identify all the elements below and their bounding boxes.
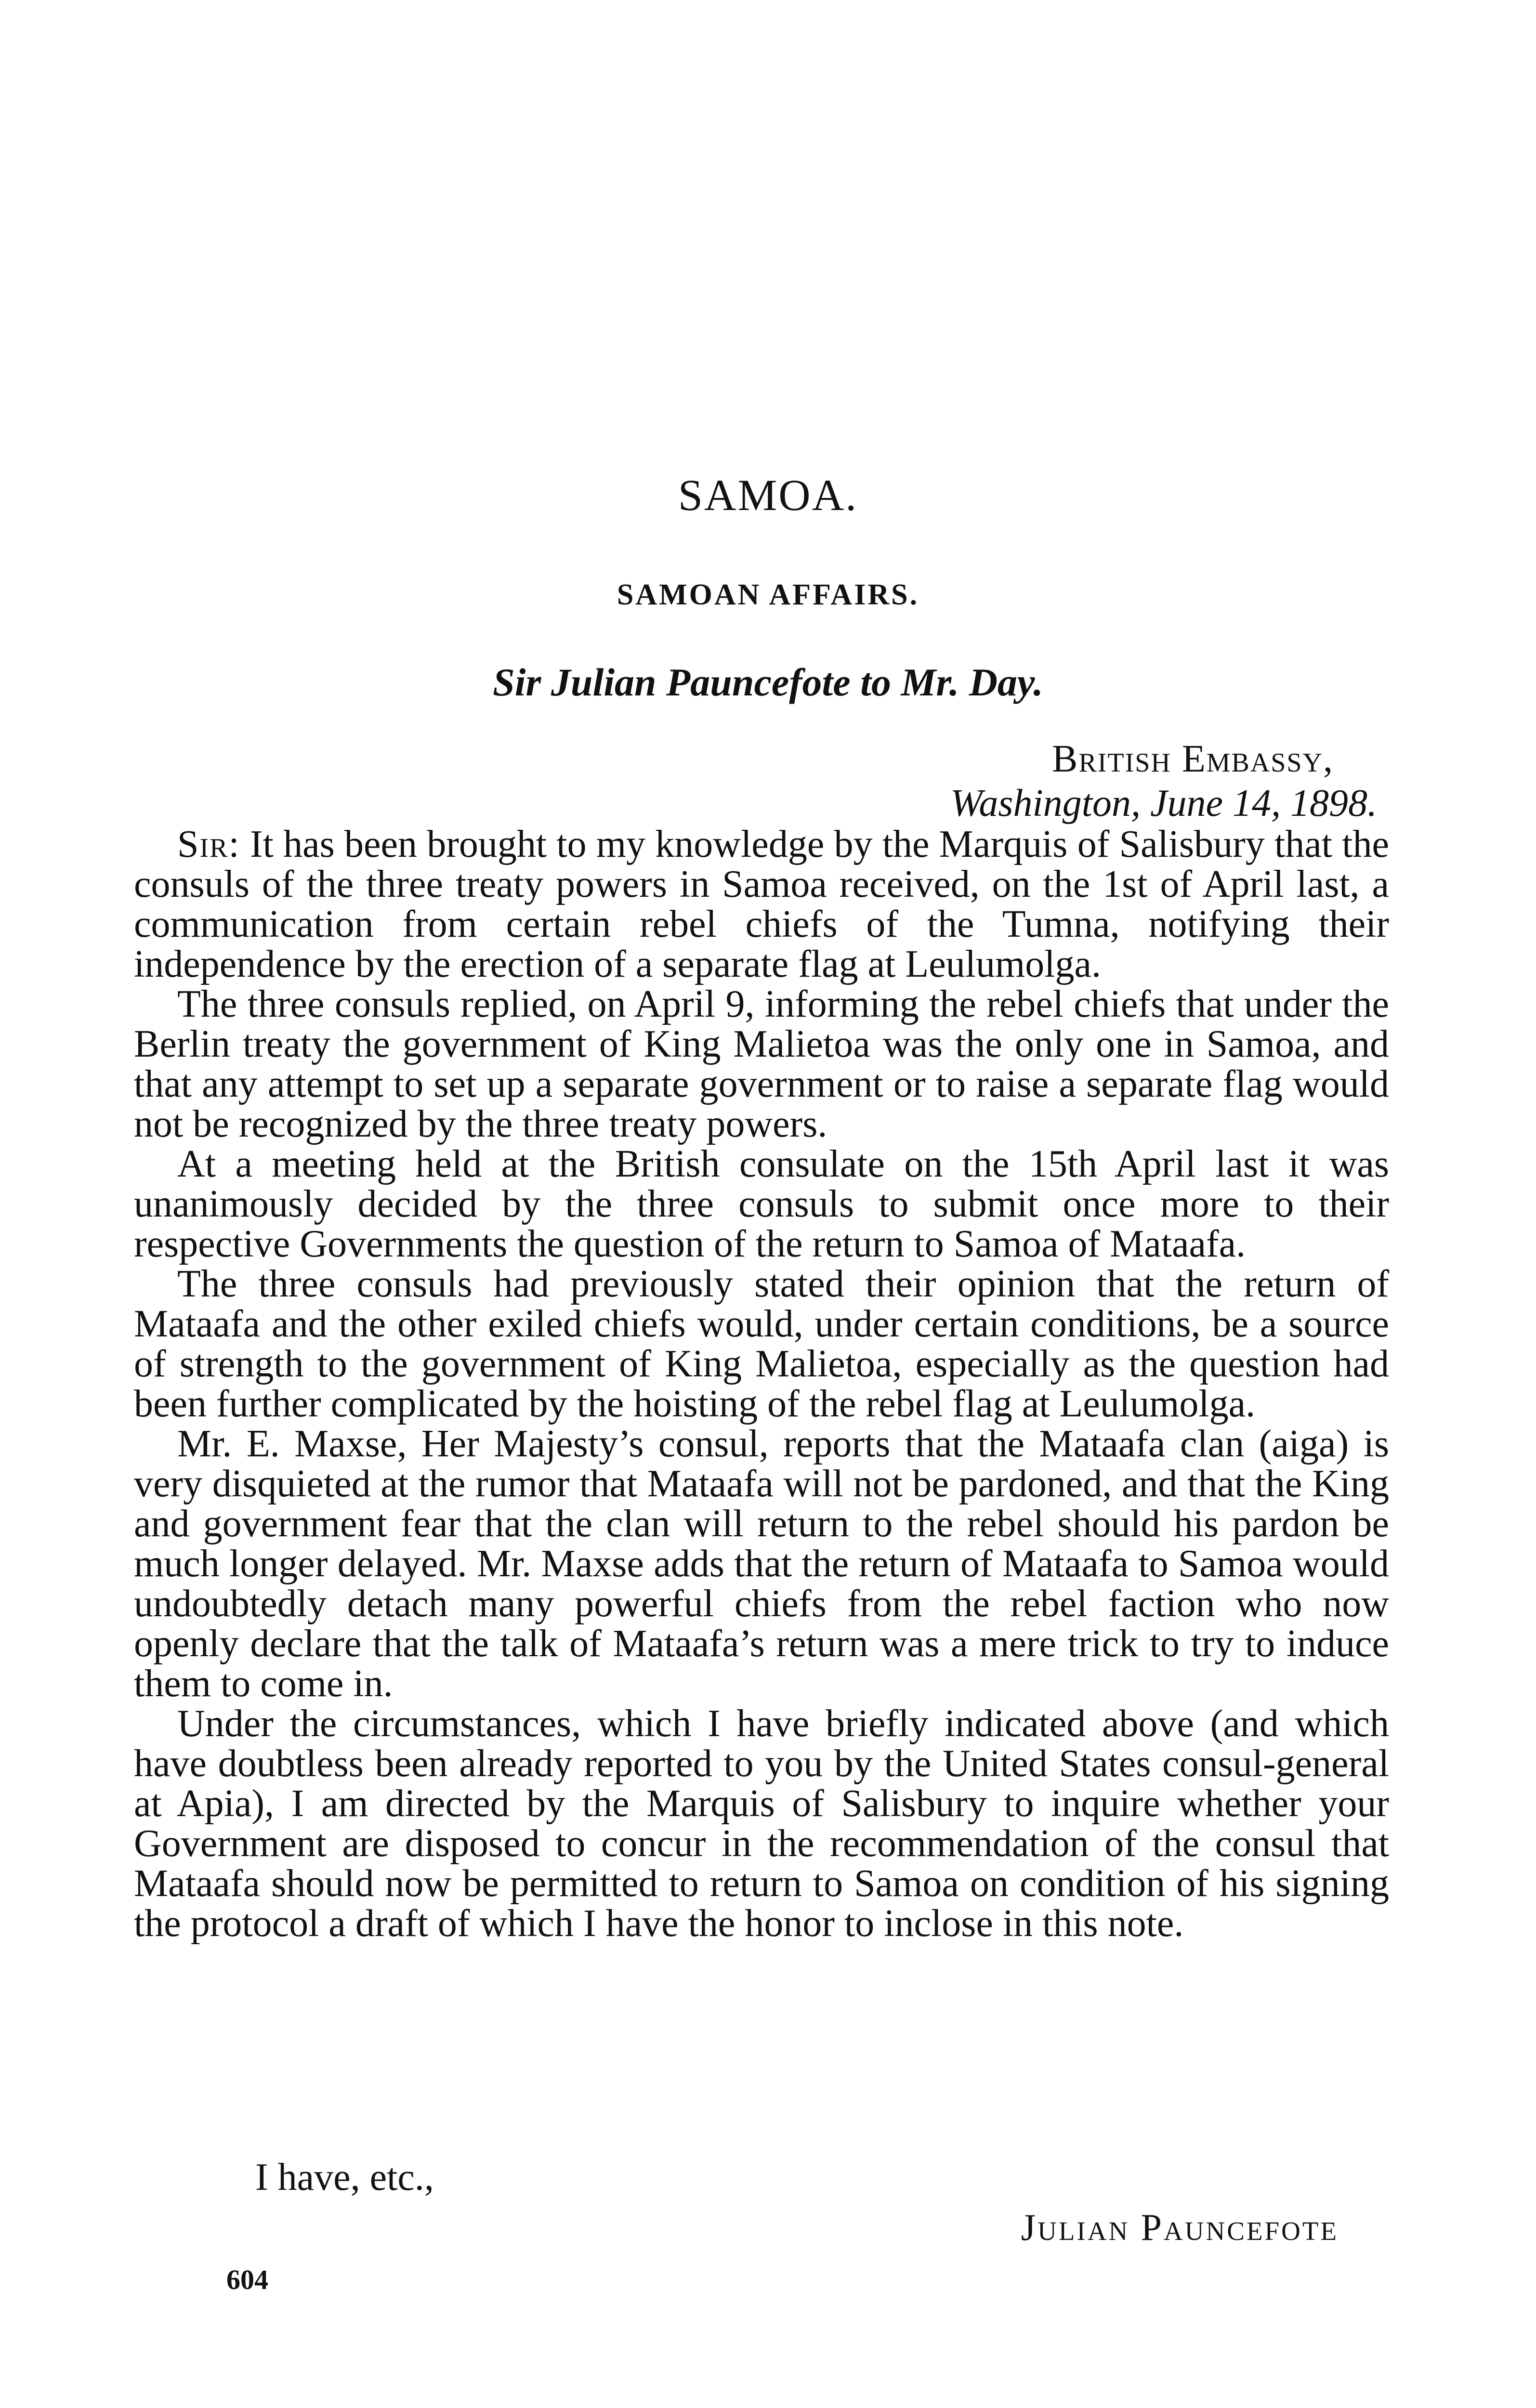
- body-paragraph: The three consuls replied, on April 9, informing the rebel chiefs that under the Berlin treaty the government of King Malietoa was the only one in Samoa, and that any attempt to set up a separate government or to raise a separate flag would not be recognized by the three treaty powers.: [134, 983, 1389, 1145]
- body-paragraph: At a meeting held at the British consulate on the 15th April last it was unanimously decided by the three consuls to submit once more to their respective Governments the question of the return to Samoa of Mataafa.: [134, 1143, 1389, 1265]
- section-subtitle: SAMOAN AFFAIRS.: [617, 578, 919, 611]
- document-title: SAMOA.: [678, 471, 858, 520]
- letter-body: [134, 824, 1389, 1944]
- sender-embassy: British Embassy,: [1052, 738, 1334, 780]
- body-paragraph: [134, 824, 1389, 984]
- sender-place-date: Washington, June 14, 1898.: [950, 782, 1377, 824]
- sender-block: [703, 737, 1377, 825]
- closing-line: I have, etc.,: [255, 2156, 434, 2199]
- body-paragraph: Under the circumstances, which I have briefly indicated above (and which have doubtless been already reported to you by the United States consul-general at Apia), I am directed by the Marquis of Salisbury to inquire whether your Government are disposed to concur in the recommendation of the consul that Mataafa should now be permitted to return to Samoa on condition of his signing the protocol a draft of which I have the honor to inclose in this note.: [134, 1702, 1389, 1945]
- letter-heading: Sir Julian Pauncefote to Mr. Day.: [493, 660, 1043, 704]
- salutation: Sir:: [177, 823, 240, 865]
- body-paragraph: Mr. E. Maxse, Her Majesty’s consul, reports that the Mataafa clan (aiga) is very disquieted at the rumor that Mataafa will not be pardoned, and that the King and government fear that the clan will return to the rebel should his pardon be much longer delayed. Mr. Maxse adds that the return of Mataafa to Samoa would undoubtedly detach many powerful chiefs from the rebel faction who now openly declare that the talk of Mataafa’s return was a mere trick to try to induce them to come in.: [134, 1423, 1389, 1705]
- page-number: 604: [226, 2264, 268, 2295]
- signature: Julian Pauncefote: [1021, 2206, 1339, 2248]
- body-paragraph: The three consuls had previously stated their opinion that the return of Mataafa and the other exiled chiefs would, under certain conditions, be a source of strength to the government of King Malietoa, especially as the question had been further complicated by the hoisting of the rebel flag at Leulumolga.: [134, 1263, 1389, 1425]
- paragraph-text: It has been brought to my knowledge by the Marquis of Salisbury that the consuls of the three treaty powers in Samoa received, on the 1st of April last, a communication from certain rebel chiefs of the Tumna, notifying their independence by the erection of a separate flag at Leulumolga.: [134, 823, 1390, 985]
